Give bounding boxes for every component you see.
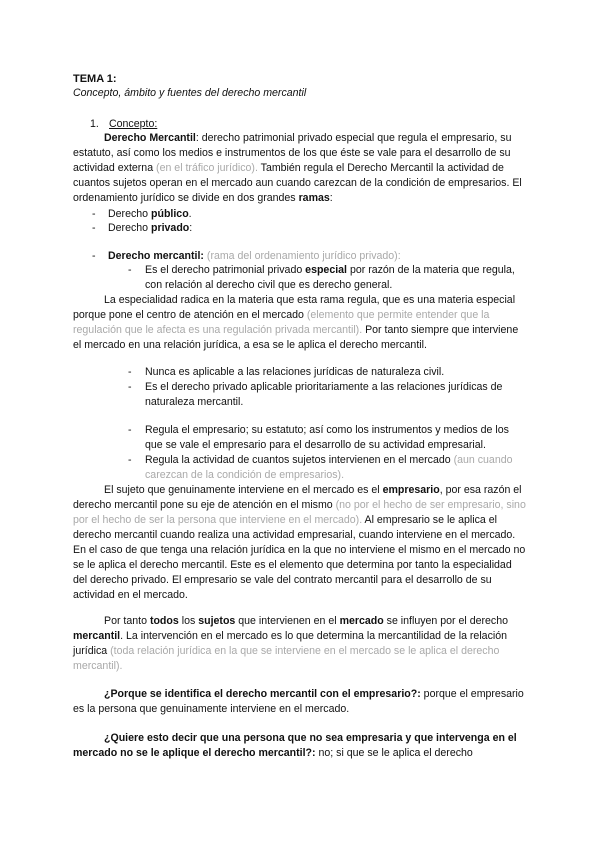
sub-item-especial: Es el derecho patrimonial privado especial por razón de la materia que regula, con relación al derecho civil que es derecho general. (145, 264, 515, 291)
p1-text-1: : derecho patrimonial privado especial que regula el empresario, su estatuto, así como los medios e instrumentos de los que éste se vale para el desarrollo de su actividad externa (73, 132, 512, 174)
section-number: 1. (90, 118, 99, 130)
list-bullet: - (92, 208, 96, 220)
doc-title: TEMA 1: (73, 73, 117, 85)
list-bullet: - (128, 424, 132, 436)
p1-text-3: : (329, 192, 333, 204)
list-item-privado: Derecho privado: (108, 222, 193, 234)
list-bullet: - (128, 454, 132, 466)
paragraph-todos-sujetos: Por tanto todos los sujetos que intervienen en el mercado se influyen por el derecho mercantil. La intervención en el mercado es lo que determina la mercantilidad de la relación jurídica (toda relación jurídica en la que se interviene en el mercado se le aplica el derecho mercantil). (73, 615, 508, 672)
list-bullet: - (128, 381, 132, 393)
list-bullet: - (128, 264, 132, 276)
list-bullet: - (92, 222, 96, 234)
p1-gray-1: (en el tráfico jurídico). (156, 162, 258, 174)
list-bullet: - (128, 366, 132, 378)
list-item-regula-actividad: Regula la actividad de cuantos sujetos intervienen en el mercado (aun cuando carezcan de la condición de empresarios). (145, 454, 513, 481)
paragraph-especialidad: La especialidad radica en la materia que esta rama regula, que es una materia especial porque pone el centro de atención en el mercado (elemento que permite entender que la regulación que le afecta es una regulación privada mercantil). Por tanto siempre que interviene el mercado en una relación jurídica, a esa se le aplica el derecho mercantil. (73, 294, 519, 351)
list-bullet: - (92, 250, 96, 262)
list-item-mercantil: Derecho mercantil: (rama del ordenamiento jurídico privado): (108, 250, 401, 262)
p1-bold-ramas: ramas (298, 192, 330, 204)
paragraph-definition (73, 131, 528, 206)
list-item-nunca-civil: Nunca es aplicable a las relaciones jurídicas de naturaleza civil. (145, 366, 445, 378)
section-heading: Concepto: (109, 118, 158, 130)
doc-subtitle: Concepto, ámbito y fuentes del derecho mercantil (73, 87, 307, 99)
term-derecho-mercantil: Derecho Mercantil (104, 132, 196, 144)
paragraph-sujeto: El sujeto que genuinamente interviene en el mercado es el empresario, por esa razón el derecho mercantil pone su eje de atención en el mismo (no por el hecho de ser empresario, sino por el hecho de ser la persona que interviene en el mercado). Al empresario se le aplica el derecho mercantil cuando realiza una actividad empresarial, cuando interviene en el mercado. En el caso de que tenga una relación jurídica en la que no interviene el mismo en el mercado no se le aplica el derecho mercantil. Este es el elemento que determina por tanto la especialidad del derecho privado. El empresario se vale del contrato mercantil para el desarrollo de su actividad en el mercado. (73, 484, 526, 601)
list-item-publico: Derecho público. (108, 208, 192, 220)
question-no-empresario: ¿Quiere esto decir que una persona que no sea empresaria y que intervenga en el mercado no se le aplique el derecho mercantil?: no; si que se le aplica el derecho (73, 732, 517, 759)
p1-text-2: También regula el Derecho Mercantil la actividad de cuantos sujetos operan en el mercado aun cuando carezcan de la condición de empresarios. El ordenamiento jurídico se divide en dos grandes (73, 162, 522, 204)
list-item-regula-empresario: Regula el empresario; su estatuto; así como los instrumentos y medios de los que se vale el empresario para el desarrollo de su actividad empresarial. (145, 424, 509, 451)
list-item-prioritario: Es el derecho privado aplicable prioritariamente a las relaciones jurídicas de naturaleza mercantil. (145, 381, 503, 408)
question-empresario: ¿Porque se identifica el derecho mercantil con el empresario?: porque el empresario es la persona que genuinamente interviene en el mercado. (73, 688, 524, 715)
